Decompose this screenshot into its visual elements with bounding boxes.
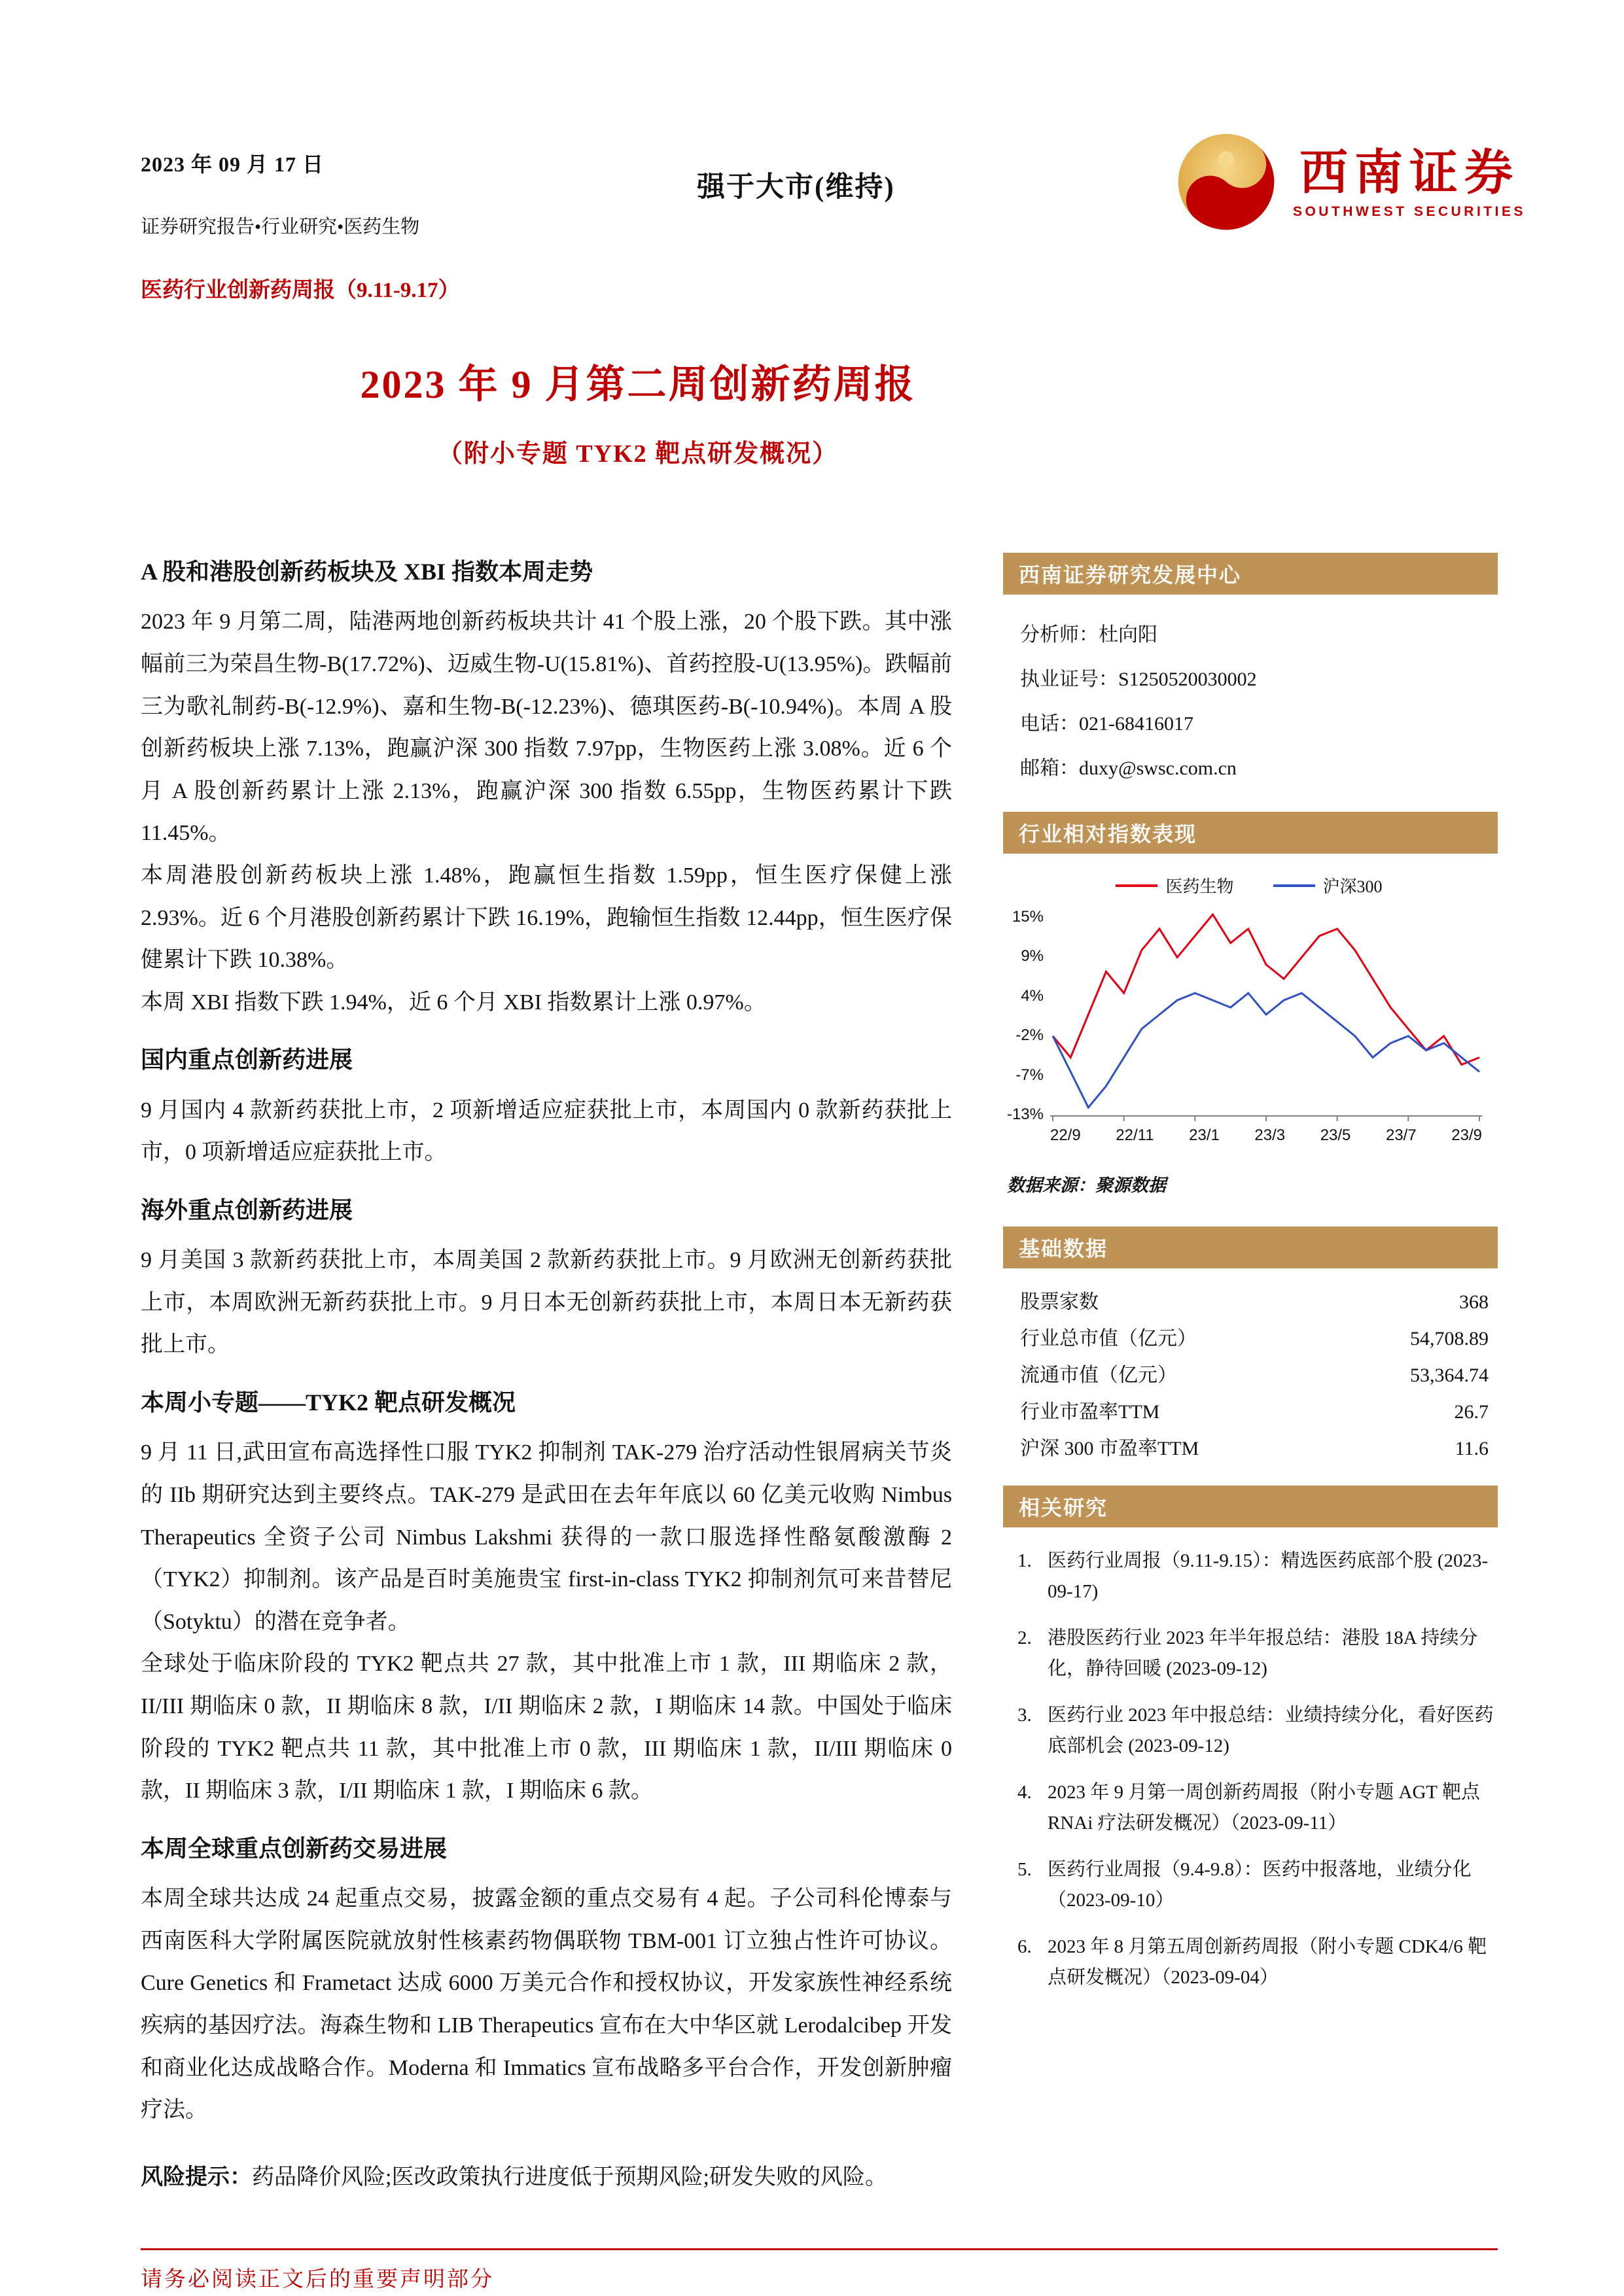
data-source-note: 数据来源：聚源数据 xyxy=(1007,1175,1166,1195)
industry-rating: 强于大市(维持) xyxy=(697,172,895,203)
license-value: S1250520030002 xyxy=(1118,669,1257,690)
item-text: 2023 年 8 月第五周创新药周报（附小专题 CDK4/6 靶点研发概况）（2023-09-04） xyxy=(1048,1936,1487,1988)
x-tick: 22/9 xyxy=(1050,1126,1081,1144)
chart-legend xyxy=(1003,873,1495,897)
list-item xyxy=(1017,1623,1496,1684)
paragraph: 本周港股创新药板块上涨 1.48%，跑赢恒生指数 1.59pp，恒生医疗保健上涨 2.93%。近 6 个月港股创新药累计下跌 16.19%，跑输恒生指数 12.44pp，恒生医疗保健累计下跌 10.38%。 xyxy=(141,863,952,973)
y-tick: 4% xyxy=(1021,986,1044,1005)
item-number: 3. xyxy=(1017,1704,1032,1726)
research-center-header: 西南证券研究发展中心 xyxy=(1003,553,1498,595)
x-tick: 23/3 xyxy=(1254,1126,1286,1144)
related-research-list xyxy=(1003,1527,1498,1993)
row-value: 26.7 xyxy=(1454,1401,1489,1423)
section-heading-overseas-progress: 海外重点创新药进展 xyxy=(141,1196,353,1223)
legend-label-hs300: 沪深300 xyxy=(1322,877,1383,896)
risk-text: 药品降价风险;医改政策执行进度低于预期风险;研发失败的风险。 xyxy=(252,2165,887,2189)
basic-data-header: 基础数据 xyxy=(1003,1226,1498,1268)
phone-value: 021-68416017 xyxy=(1079,713,1193,735)
brand-name-cn: 西南证券 xyxy=(1299,146,1519,200)
x-tick: 23/5 xyxy=(1320,1126,1351,1144)
list-item xyxy=(1017,1854,1496,1916)
swsc-swirl-icon xyxy=(1175,131,1277,236)
performance-line-chart xyxy=(1050,908,1482,1124)
y-tick: -2% xyxy=(1015,1026,1044,1045)
analyst-label: 分析师： xyxy=(1020,624,1099,646)
item-number: 4. xyxy=(1017,1781,1032,1803)
item-text: 医药行业周报（9.11-9.15）：精选医药底部个股 (2023-09-17) xyxy=(1048,1550,1489,1602)
chart-plot-row xyxy=(1003,908,1495,1124)
paragraph: 本周全球共达成 24 起重点交易，披露金额的重点交易有 4 起。子公司科伦博泰与西南医科大学附属医院就放射性核素药物偶联物 TBM-001 订立独占性许可协议。Cure Genetics 和 Frametact 达成 6000 万美元合作和授权协议，开发家族性神经系统疾病的基因疗法。海森生物和 LIB Therapeutics 宣布在大中华区就 Lerodalcibep 开发和商业化达成战略合作。Moderna 和 Immatics 宣布战略多平台合作，开发创新肿瘤疗法。 xyxy=(141,1887,952,2123)
footer-divider xyxy=(141,2248,1498,2293)
row-label: 沪深 300 市盈率TTM xyxy=(1020,1438,1199,1459)
paragraph: 2023 年 9 月第二周，陆港两地创新药板块共计 41 个股上涨，20 个股下跌。其中涨幅前三为荣昌生物-B(17.72%)、迈威生物-U(15.81%)、首药控股-U(13.95%)。跌幅前三为歌礼制药-B(-12.9%)、嘉和生物-B(-12.23%)、德琪医药-B(-10.94%)。本周 A 股创新药板块上涨 7.13%，跑赢沪深 300 指数 7.97pp，生物医药上涨 3.08%。近 6 个月 A 股创新药累计上涨 2.13%，跑赢沪深 300 指数 6.55pp，生物医药累计下跌 11.45%。 xyxy=(141,610,952,846)
row-label: 行业市盈率TTM xyxy=(1020,1401,1160,1423)
legend-item-pharma xyxy=(1116,873,1233,897)
table-row xyxy=(1020,1431,1489,1467)
item-number: 6. xyxy=(1017,1936,1032,1957)
row-value: 53,364.74 xyxy=(1410,1365,1489,1386)
list-item xyxy=(1017,1546,1496,1607)
item-text: 医药行业周报（9.4-9.8）：医药中报落地，业绩分化（2023-09-10） xyxy=(1048,1858,1472,1911)
y-axis-labels xyxy=(1003,908,1050,1124)
content-area xyxy=(141,553,1498,2199)
item-number: 5. xyxy=(1017,1858,1032,1880)
license-row xyxy=(1020,657,1491,702)
list-item xyxy=(1017,1700,1496,1762)
row-value: 368 xyxy=(1459,1291,1489,1313)
page-subtitle: （附小专题 TYK2 靶点研发概况） xyxy=(437,440,839,468)
legend-label-pharma: 医药生物 xyxy=(1165,877,1234,896)
legend-line-red xyxy=(1116,884,1157,887)
section-heading-domestic-progress: 国内重点创新药进展 xyxy=(141,1047,353,1073)
row-value: 11.6 xyxy=(1455,1438,1489,1459)
risk-note xyxy=(141,2157,952,2199)
row-label: 流通市值（亿元） xyxy=(1020,1365,1177,1386)
report-category: 证券研究报告•行业研究•医药生物 xyxy=(141,217,420,237)
sidebar xyxy=(1003,553,1498,2199)
legend-line-blue xyxy=(1273,884,1315,887)
x-tick: 22/11 xyxy=(1116,1126,1154,1144)
email-row xyxy=(1020,746,1491,791)
email-label: 邮箱： xyxy=(1020,757,1079,779)
risk-label: 风险提示： xyxy=(141,2165,252,2189)
table-row xyxy=(1020,1284,1489,1321)
y-tick: -7% xyxy=(1015,1066,1044,1084)
report-series-title: 医药行业创新药周报（9.11-9.17） xyxy=(141,279,460,302)
y-tick: -13% xyxy=(1006,1105,1044,1123)
list-item xyxy=(1017,1932,1496,1993)
y-tick: 9% xyxy=(1021,947,1044,965)
table-row xyxy=(1020,1394,1489,1431)
page-title: 2023 年 9 月第二周创新药周报 xyxy=(360,363,916,406)
x-tick: 23/7 xyxy=(1385,1126,1417,1144)
brand-name-en: SOUTHWEST SECURITIES xyxy=(1292,204,1526,220)
article xyxy=(141,553,952,2199)
analyst-row xyxy=(1020,613,1491,657)
row-value: 54,708.89 xyxy=(1410,1328,1489,1349)
report-header-meta xyxy=(141,148,460,304)
item-number: 1. xyxy=(1017,1550,1032,1571)
table-row xyxy=(1020,1321,1489,1357)
legend-item-hs300 xyxy=(1273,873,1383,897)
email-value: duxy@swsc.com.cn xyxy=(1079,757,1237,779)
index-performance-header: 行业相对指数表现 xyxy=(1003,812,1498,854)
x-tick: 23/9 xyxy=(1451,1126,1482,1144)
basic-data-table xyxy=(1003,1268,1498,1486)
footer-disclaimer: 请务必阅读正文后的重要声明部分 xyxy=(141,2268,494,2291)
y-tick: 15% xyxy=(1012,908,1044,926)
section-heading-global-deals: 本周全球重点创新药交易进展 xyxy=(141,1835,448,1862)
report-date: 2023 年 09 月 17 日 xyxy=(141,152,325,176)
section-heading-market-review: A 股和港股创新药板块及 XBI 指数本周走势 xyxy=(141,559,593,585)
item-text: 2023 年 9 月第一周创新药周报（附小专题 AGT 靶点 RNAi 疗法研发概况）（2023-09-11） xyxy=(1048,1781,1480,1834)
phone-label: 电话： xyxy=(1020,713,1079,735)
paragraph: 9 月美国 3 款新药获批上市，本周美国 2 款新药获批上市。9 月欧洲无创新药获批上市，本周欧洲无新药获批上市。9 月日本无创新药获批上市，本周日本无新药获批上市。 xyxy=(141,1248,952,1357)
table-row xyxy=(1020,1357,1489,1394)
x-tick: 23/1 xyxy=(1189,1126,1220,1144)
paragraph: 本周 XBI 指数下跌 1.94%，近 6 个月 XBI 指数累计上涨 0.97%。 xyxy=(141,990,766,1015)
license-label: 执业证号： xyxy=(1020,669,1118,690)
row-label: 行业总市值（亿元） xyxy=(1020,1328,1197,1349)
paragraph: 9 月 11 日,武田宣布高选择性口服 TYK2 抑制剂 TAK-279 治疗活动性银屑病关节炎的 IIb 期研究达到主要终点。TAK-279 是武田在去年年底以 60 亿美元收购 Nimbus Therapeutics 全资子公司 Nimbus Lakshmi 获得的一款口服选择性酪氨酸激酶 2（TYK2）抑制剂。该产品是百时美施贵宝 first-in-class TYK2 抑制剂氘可来昔替尼（Sotyktu）的潜在竞争者。 xyxy=(141,1440,952,1634)
x-axis-labels xyxy=(1050,1126,1482,1145)
item-text: 港股医药行业 2023 年半年报总结：港股 18A 持续分化，静待回暖 (2023-09-12) xyxy=(1048,1627,1478,1679)
section-heading-tyk2-topic: 本周小专题——TYK2 靶点研发概况 xyxy=(141,1389,516,1416)
analyst-info xyxy=(1003,595,1498,812)
row-label: 股票家数 xyxy=(1020,1291,1099,1313)
paragraph: 全球处于临床阶段的 TYK2 靶点共 27 款，其中批准上市 1 款，III 期临床 2 款，II/III 期临床 0 款，II 期临床 8 款，I/II 期临床 2 款，I 期临床 14 款。中国处于临床阶段的 TYK2 靶点共 11 款，其中批准上市 0 款，III 期临床 1 款，II/III 期临床 0 款，II 期临床 3 款，I/II 期临床 1 款，I 期临床 6 款。 xyxy=(141,1652,952,1803)
phone-row xyxy=(1020,702,1491,746)
paragraph: 9 月国内 4 款新药获批上市，2 项新增适应症获批上市，本周国内 0 款新药获批上市，0 项新增适应症获批上市。 xyxy=(141,1098,952,1165)
industry-performance-chart xyxy=(1003,854,1498,1226)
brand-name xyxy=(1293,147,1526,220)
related-research-header: 相关研究 xyxy=(1003,1486,1498,1527)
brand-logo xyxy=(1175,131,1526,236)
analyst-value: 杜向阳 xyxy=(1099,624,1157,646)
item-text: 医药行业 2023 年中报总结：业绩持续分化，看好医药底部机会 (2023-09-12) xyxy=(1048,1704,1494,1756)
list-item xyxy=(1017,1777,1496,1839)
item-number: 2. xyxy=(1017,1627,1032,1648)
